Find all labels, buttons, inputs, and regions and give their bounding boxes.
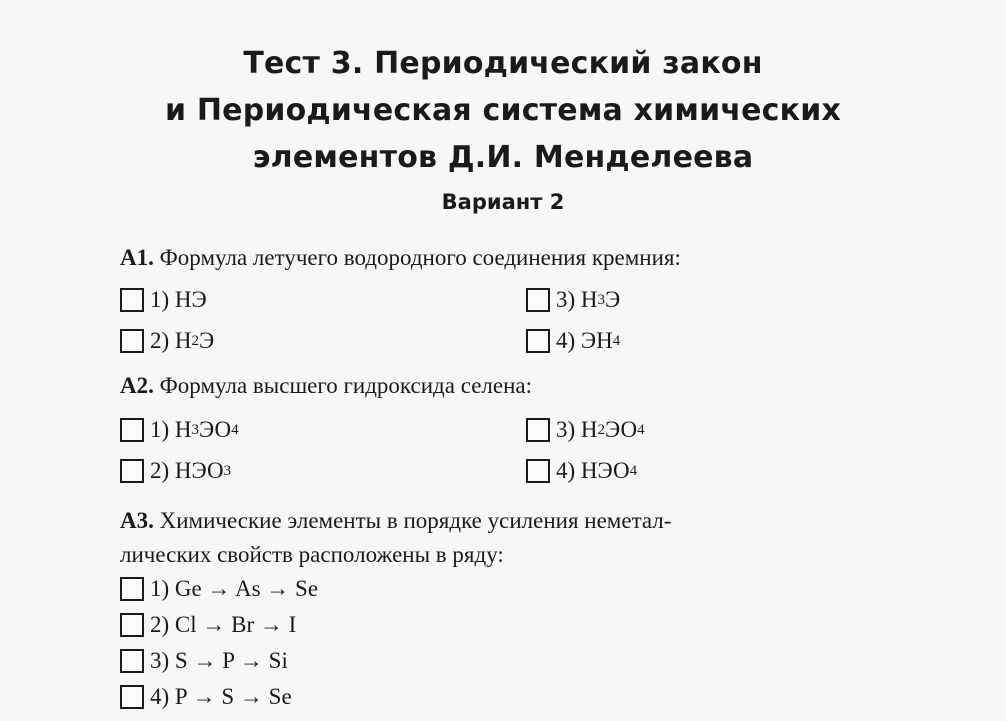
answer-checkbox[interactable] xyxy=(526,288,550,312)
option-number: 4) xyxy=(556,328,576,353)
answer-checkbox[interactable] xyxy=(120,418,144,442)
option-series: Cl → Br → I xyxy=(174,612,297,637)
answer-checkbox[interactable] xyxy=(120,577,144,601)
question-a1 xyxy=(120,245,681,271)
answer-checkbox[interactable] xyxy=(120,649,144,673)
option-number: 3) xyxy=(556,417,576,442)
formula-part: НЭО xyxy=(174,458,224,483)
question-number: А1. xyxy=(120,245,154,270)
a3-option-4[interactable] xyxy=(120,684,292,710)
question-text: Формула высшего гидроксида селена: xyxy=(159,373,532,398)
question-text: Формула летучего водородного соединения кремния: xyxy=(159,245,681,270)
answer-checkbox[interactable] xyxy=(526,459,550,483)
answer-checkbox[interactable] xyxy=(526,329,550,353)
title-line-1: Тест 3. Периодический закон xyxy=(243,46,763,81)
question-number: А3. xyxy=(120,508,154,533)
answer-checkbox[interactable] xyxy=(120,288,144,312)
option-number: 1) xyxy=(150,576,170,601)
a1-option-4[interactable]: 4) ЭН 4 xyxy=(526,328,620,354)
option-number: 2) xyxy=(150,612,170,637)
question-a3-continued xyxy=(120,542,504,568)
question-text: Химические элементы в порядке усиления неметал- xyxy=(159,508,672,533)
answer-checkbox[interactable] xyxy=(120,329,144,353)
title-line-3: элементов Д.И. Менделеева xyxy=(252,140,754,175)
question-number: А2. xyxy=(120,373,154,398)
a2-option-1[interactable]: 1) Н 3 ЭО 4 xyxy=(120,417,239,443)
a2-option-3[interactable]: 3) Н 2 ЭО 4 xyxy=(526,417,645,443)
a1-option-3[interactable]: 3) Н 3 Э xyxy=(526,287,620,313)
option-number: 1) xyxy=(150,287,170,312)
a3-option-1[interactable] xyxy=(120,576,318,602)
a1-option-1[interactable] xyxy=(120,287,207,313)
answer-checkbox[interactable] xyxy=(120,685,144,709)
formula-part: ЭН xyxy=(580,328,613,353)
option-number: 2) xyxy=(150,458,170,483)
option-number: 4) xyxy=(556,458,576,483)
test-title xyxy=(0,40,1006,181)
formula-part: ЭО xyxy=(605,417,638,442)
answer-checkbox[interactable] xyxy=(120,613,144,637)
answer-checkbox[interactable] xyxy=(120,459,144,483)
a2-option-2[interactable]: 2) НЭО 3 xyxy=(120,458,231,484)
title-line-2: и Периодическая система химических xyxy=(164,93,841,128)
option-formula: НЭ xyxy=(174,287,207,312)
option-series: Ge → As → Se xyxy=(174,576,319,601)
question-text: лических свойств расположены в ряду: xyxy=(120,542,504,567)
formula-part: Э xyxy=(199,328,215,353)
option-number: 2) xyxy=(150,328,170,353)
formula-part: Н xyxy=(580,417,598,442)
a3-option-3[interactable] xyxy=(120,648,288,674)
option-number: 3) xyxy=(556,287,576,312)
formula-part: Н xyxy=(580,287,598,312)
option-number: 1) xyxy=(150,417,170,442)
option-number: 3) xyxy=(150,648,170,673)
question-a2 xyxy=(120,373,532,399)
formula-part: ЭО xyxy=(199,417,232,442)
formula-part: НЭО xyxy=(580,458,630,483)
formula-part: Н xyxy=(174,328,192,353)
a2-option-4[interactable]: 4) НЭО 4 xyxy=(526,458,637,484)
formula-part: Э xyxy=(605,287,621,312)
a3-option-2[interactable] xyxy=(120,612,296,638)
option-series: P → S → Se xyxy=(174,684,292,709)
question-a3 xyxy=(120,508,671,534)
option-number: 4) xyxy=(150,684,170,709)
variant-label: Вариант 2 xyxy=(441,190,565,214)
a1-option-2[interactable]: 2) Н 2 Э xyxy=(120,328,214,354)
answer-checkbox[interactable] xyxy=(526,418,550,442)
formula-part: Н xyxy=(174,417,192,442)
option-series: S → P → Si xyxy=(174,648,288,673)
